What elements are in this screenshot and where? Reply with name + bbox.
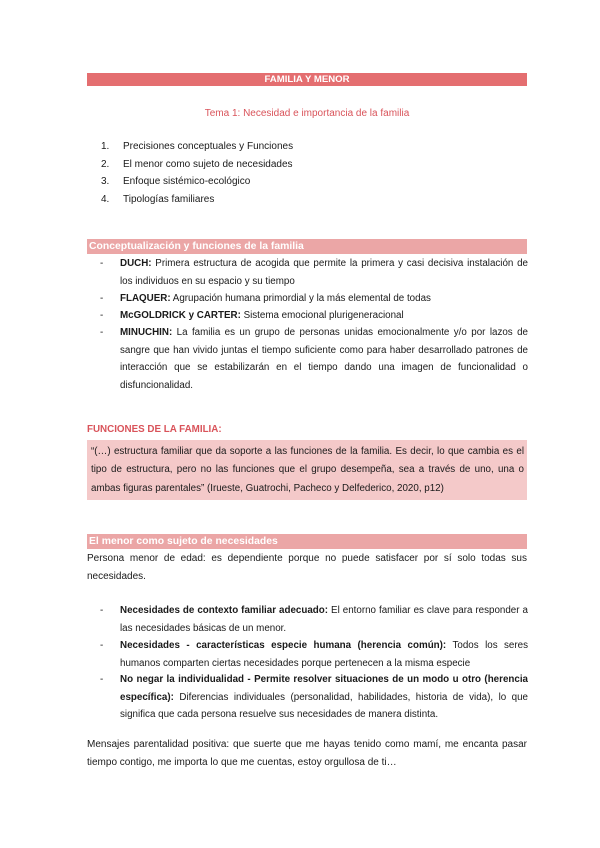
- bullet-item-contexto-familiar: - Necesidades de contexto familiar adecuado: El entorno familiar es clave para responder a las necesidades básicas de un menor.: [100, 605, 528, 634]
- toc-item: 2. El menor como sujeto de necesidades: [101, 158, 293, 170]
- table-of-contents: [101, 138, 293, 208]
- functions-quote-box: “(…) estructura familiar que da soporte a las funciones de la familia. Es decir, lo que cambia es el tipo de estructura, pero no las funciones que el grupo desempeña, sea a través de uno, una o ambas figuras parentales” (Irueste, Guatrochi, Pacheco y Delfederico, 2020, p12): [87, 440, 527, 500]
- section-heading-menor: El menor como sujeto de necesidades: [87, 534, 527, 549]
- document-title-banner: FAMILIA Y MENOR: [87, 73, 527, 86]
- functions-heading: FUNCIONES DE LA FAMILIA:: [87, 424, 222, 435]
- bullet-item-individualidad: - No negar la individualidad - Permite resolver situaciones de un modo u otro (herencia específica): Diferencias individuales (personalidad, habilidades, historia de vida), lo que significa que cada persona resuelve sus necesidades de manera distinta.: [100, 674, 528, 720]
- bullet-item-minuchin: - MINUCHIN: La familia es un grupo de personas unidas emocionalmente y/o por lazos de sangre que han vivido juntas el tiempo suficiente como para haber desarrollado patrones de interacción que se estabilizarán en el tiempo dando una imagen de funcionalidad o disfuncionalidad.: [100, 327, 528, 391]
- toc-item: 1. Precisiones conceptuales y Funciones: [101, 141, 294, 152]
- menor-intro-paragraph: Persona menor de edad: es dependiente porque no puede satisfacer por sí solo todas sus necesidades.: [87, 553, 527, 582]
- topic-subtitle: Tema 1: Necesidad e importancia de la familia: [204, 108, 410, 119]
- section-heading-conceptualizacion: Conceptualización y funciones de la familia: [87, 239, 527, 254]
- toc-item: 3. Enfoque sistémico-ecológico: [101, 176, 251, 187]
- bullet-item-mcgoldrick: - McGOLDRICK y CARTER: Sistema emocional plurigeneracional: [100, 310, 404, 321]
- toc-item: 4. Tipologías familiares: [101, 193, 215, 205]
- bullet-item-especie-humana: - Necesidades - características especie humana (herencia común): Todos los seres humanos comparten ciertas necesidades porque pertenecen a la misma especie: [100, 640, 528, 669]
- bullet-item-duch: - DUCH: Primera estructura de acogida que permite la primera y casi decisiva instalación de los individuos en su espacio y su tiempo: [100, 258, 528, 287]
- bullet-item-flaquer: - FLAQUER: Agrupación humana primordial y la más elemental de todas: [100, 293, 431, 304]
- parentalidad-positiva-paragraph: Mensajes parentalidad positiva: que suerte que me hayas tenido como mamí, me encanta pasar tiempo contigo, me importa lo que me cuentas, estoy orgullosa de ti…: [87, 739, 527, 768]
